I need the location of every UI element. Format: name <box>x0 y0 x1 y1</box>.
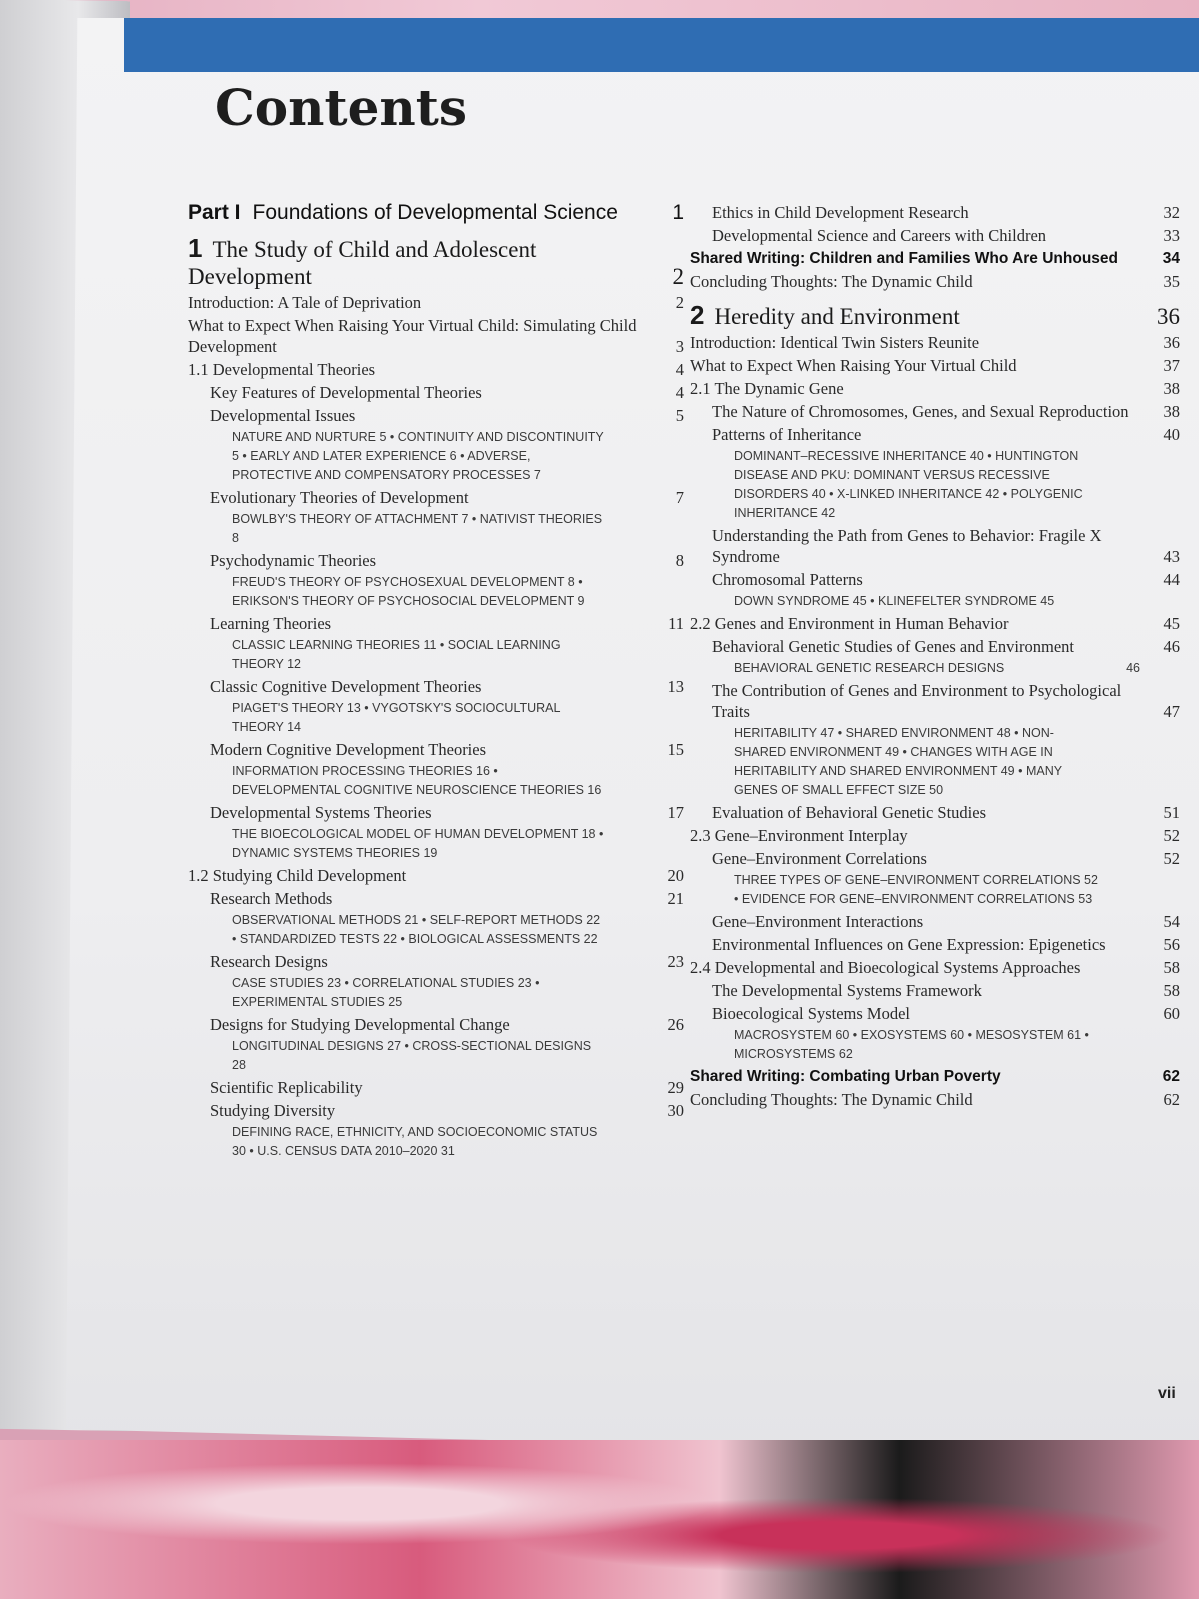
toc-entry-text: Foundations of Developmental Science <box>252 201 618 224</box>
toc-entry-title <box>712 225 1158 246</box>
toc-entry-text: Psychodynamic Theories <box>210 551 377 570</box>
toc-entry-title <box>232 825 622 863</box>
toc-entry-sub <box>188 510 684 548</box>
toc-entry-title <box>690 332 1158 353</box>
toc-entry-title <box>210 487 662 508</box>
toc-entry-title <box>712 401 1158 422</box>
header-band <box>124 18 1199 72</box>
toc-entry-title <box>690 378 1158 399</box>
toc-entry-title <box>690 271 1158 292</box>
toc-entry-l2 <box>188 1014 684 1035</box>
toc-entry-text: MACROSYSTEM 60 • EXOSYSTEMS 60 • MESOSYSTEM 61 • MICROSYSTEMS 62 <box>734 1028 1089 1061</box>
toc-entry-page: 44 <box>1163 570 1180 589</box>
toc-entry-page: 4 <box>675 383 684 402</box>
toc-entry-l2 <box>188 487 684 508</box>
toc-entry-chap <box>188 235 684 290</box>
toc-entry-l1 <box>188 359 684 380</box>
toc-entry-l2 <box>690 680 1180 722</box>
toc-entry-page: 58 <box>1163 981 1180 1000</box>
toc-entry-text: Introduction: Identical Twin Sisters Reunite <box>690 333 980 352</box>
toc-entry-title <box>210 613 662 634</box>
toc-entry-text: Studying Diversity <box>210 1101 336 1120</box>
toc-entry-page: 40 <box>1163 425 1180 444</box>
toc-entry-text: 2.3 Gene–Environment Interplay <box>690 826 908 845</box>
toc-entry-text: 1.2 Studying Child Development <box>188 866 407 885</box>
toc-entry-text: What to Expect When Raising Your Virtual Child <box>690 356 1017 375</box>
toc-entry-page: 11 <box>668 614 684 633</box>
toc-entry-text: FREUD'S THEORY OF PSYCHOSEXUAL DEVELOPMENT 8 • ERIKSON'S THEORY OF PSYCHOSOCIAL DEVELOPMENT 9 <box>232 575 585 608</box>
toc-entry-text: Evaluation of Behavioral Genetic Studies <box>712 803 987 822</box>
toc-entry-sub <box>690 659 1180 678</box>
toc-entry-title <box>232 510 622 548</box>
toc-entry-text: DOWN SYNDROME 45 • KLINEFELTER SYNDROME 45 <box>734 594 1055 608</box>
toc-entry-page: 17 <box>667 803 684 822</box>
toc-entry-text: Learning Theories <box>210 614 332 633</box>
toc-entry-text: CLASSIC LEARNING THEORIES 11 • SOCIAL LEARNING THEORY 12 <box>232 638 561 671</box>
toc-entry-title <box>210 676 662 697</box>
toc-entry-l1 <box>690 378 1180 399</box>
toc-entry-text: THREE TYPES OF GENE–ENVIRONMENT CORRELATIONS 52 • EVIDENCE FOR GENE–ENVIRONMENT CORRELATIONS 53 <box>734 873 1098 906</box>
toc-entry-bold <box>690 248 1180 269</box>
toc-entry-sub <box>188 636 684 674</box>
toc-entry-page: 2 <box>672 264 684 289</box>
toc-entry-title <box>712 848 1158 869</box>
toc-entry-title <box>734 447 1118 523</box>
toc-entry-title <box>210 1077 662 1098</box>
toc-entry-l2 <box>690 225 1180 246</box>
toc-entry-page: 52 <box>1163 849 1180 868</box>
toc-entry-page: 5 <box>675 406 684 425</box>
toc-entry-title <box>712 525 1158 567</box>
toc-entry-text: INFORMATION PROCESSING THEORIES 16 • DEVELOPMENTAL COGNITIVE NEUROSCIENCE THEORIES 16 <box>232 764 602 797</box>
toc-entry-title <box>232 428 622 485</box>
toc-entry-text: The Contribution of Genes and Environment to Psychological Traits <box>712 681 1122 721</box>
toc-entry-l2 <box>690 525 1180 567</box>
toc-entry-text: Chromosomal Patterns <box>712 570 863 589</box>
toc-entry-page: 62 <box>1162 1068 1180 1085</box>
toc-entry-l2 <box>690 980 1180 1001</box>
toc-entry-page: 2 <box>675 293 684 312</box>
toc-entry-text: Heredity and Environment <box>714 304 960 329</box>
toc-entry-sub <box>690 447 1180 523</box>
toc-entry-title <box>690 825 1158 846</box>
toc-entry-title <box>232 573 622 611</box>
toc-entry-l1 <box>690 957 1180 978</box>
toc-entry-text: The Developmental Systems Framework <box>712 981 982 1000</box>
toc-entry-page: 3 <box>675 337 684 356</box>
toc-entry-page: 32 <box>1163 203 1180 222</box>
toc-entry-sub <box>690 724 1180 800</box>
toc-entry-text: Evolutionary Theories of Development <box>210 488 469 507</box>
toc-entry-text: CASE STUDIES 23 • CORRELATIONAL STUDIES 23 • EXPERIMENTAL STUDIES 25 <box>232 976 540 1009</box>
toc-entry-text: Classic Cognitive Development Theories <box>210 677 482 696</box>
toc-entry-text: LONGITUDINAL DESIGNS 27 • CROSS-SECTIONAL DESIGNS 28 <box>232 1039 592 1072</box>
toc-entry-page: 30 <box>667 1101 684 1120</box>
toc-entry-sub <box>188 1123 684 1161</box>
toc-entry-l1 <box>690 1089 1180 1110</box>
toc-entry-title <box>232 699 622 737</box>
toc-entry-text: Introduction: A Tale of Deprivation <box>188 293 422 312</box>
toc-entry-l2 <box>690 401 1180 422</box>
toc-entry-l2 <box>188 951 684 972</box>
toc-entry-l2 <box>188 802 684 823</box>
toc-entry-title <box>690 248 1158 269</box>
toc-entry-page: 33 <box>1163 226 1180 245</box>
toc-entry-sub <box>188 762 684 800</box>
toc-entry-page: 35 <box>1163 272 1180 291</box>
toc-entry-l2 <box>690 802 1180 823</box>
toc-entry-page: 4 <box>675 360 684 379</box>
toc-entry-page: 37 <box>1163 356 1180 375</box>
toc-entry-text: Developmental Science and Careers with Children <box>712 226 1047 245</box>
toc-entry-title <box>712 636 1158 657</box>
toc-entry-text: Research Designs <box>210 952 328 971</box>
page-title: Contents <box>215 78 468 137</box>
toc-entry-title <box>188 865 662 886</box>
toc-entry-title <box>232 1037 622 1075</box>
toc-entry-text: 2.2 Genes and Environment in Human Behavior <box>690 614 1009 633</box>
toc-entry-text: Gene–Environment Interactions <box>712 912 924 931</box>
toc-entry-title <box>712 680 1158 722</box>
toc-entry-page: 23 <box>667 952 684 971</box>
toc-entry-text: Shared Writing: Combating Urban Poverty <box>690 1068 1001 1085</box>
toc-entry-title <box>188 292 662 313</box>
toc-entry-title <box>690 1066 1158 1087</box>
toc-entry-page: 7 <box>675 488 684 507</box>
toc-entry-text: Gene–Environment Correlations <box>712 849 927 868</box>
toc-entry-title <box>712 1003 1158 1024</box>
toc-entry-sub <box>188 825 684 863</box>
toc-entry-text: BOWLBY'S THEORY OF ATTACHMENT 7 • NATIVIST THEORIES 8 <box>232 512 603 545</box>
toc-entry-page: 1 <box>672 201 684 224</box>
toc-entry-text: 1.1 Developmental Theories <box>188 360 376 379</box>
toc-entry-title <box>690 355 1158 376</box>
toc-entry-l2 <box>690 1003 1180 1024</box>
toc-entry-sub <box>188 1037 684 1075</box>
toc-entry-text: NATURE AND NURTURE 5 • CONTINUITY AND DISCONTINUITY 5 • EARLY AND LATER EXPERIENCE 6 • ADVERSE, PROTECTIVE AND COMPENSATORY PROCESSES 7 <box>232 430 604 482</box>
toc-entry-text: OBSERVATIONAL METHODS 21 • SELF-REPORT METHODS 22 • STANDARDIZED TESTS 22 • BIOLOGICAL ASSESSMENTS 22 <box>232 913 601 946</box>
toc-entry-text: Concluding Thoughts: The Dynamic Child <box>690 1090 973 1109</box>
toc-entry-text: Understanding the Path from Genes to Behavior: Fragile X Syndrome <box>712 526 1102 566</box>
toc-entry-page: 38 <box>1163 402 1180 421</box>
toc-entry-page: 13 <box>667 677 684 696</box>
toc-entry-page: 60 <box>1163 1004 1180 1023</box>
toc-entry-title <box>690 957 1158 978</box>
toc-entry-title <box>712 911 1158 932</box>
toc-entry-page: 62 <box>1163 1090 1180 1109</box>
toc-entry-title <box>188 200 662 225</box>
toc-entry-l1 <box>690 613 1180 634</box>
chapter-number: 1 <box>188 233 203 263</box>
toc-entry-l2 <box>690 202 1180 223</box>
toc-entry-l2 <box>690 848 1180 869</box>
toc-entry-text: DEFINING RACE, ETHNICITY, AND SOCIOECONOMIC STATUS 30 • U.S. CENSUS DATA 2010–2020 31 <box>232 1125 598 1158</box>
toc-entry-text: 2.1 The Dynamic Gene <box>690 379 844 398</box>
toc-entry-title <box>690 302 1157 330</box>
toc-entry-sub <box>690 871 1180 909</box>
toc-entry-title <box>210 1100 662 1121</box>
toc-entry-title <box>210 1014 662 1035</box>
toc-entry-title <box>210 405 662 426</box>
toc-entry-title <box>210 382 662 403</box>
toc-entry-l2 <box>188 1100 684 1121</box>
toc-entry-title <box>712 569 1158 590</box>
toc-entry-page: 46 <box>1126 661 1140 675</box>
toc-entry-page: 56 <box>1163 935 1180 954</box>
toc-entry-text: Ethics in Child Development Research <box>712 203 969 222</box>
toc-entry-sub <box>690 592 1180 611</box>
toc-entry-title <box>712 202 1158 223</box>
toc-entry-title <box>690 613 1158 634</box>
toc-entry-title <box>210 802 662 823</box>
toc-entry-l2 <box>188 1077 684 1098</box>
toc-entry-l2 <box>690 569 1180 590</box>
toc-entry-title <box>712 934 1158 955</box>
toc-entry-text: The Nature of Chromosomes, Genes, and Sexual Reproduction <box>712 402 1129 421</box>
toc-entry-page: 45 <box>1163 614 1180 633</box>
toc-entry-page: 52 <box>1163 826 1180 845</box>
toc-entry-title <box>712 424 1158 445</box>
page-number: vii <box>1158 1385 1176 1402</box>
toc-entry-l1 <box>188 865 684 886</box>
toc-entry-l2 <box>690 911 1180 932</box>
part-number: Part I <box>188 201 241 224</box>
toc-entry-title <box>232 911 622 949</box>
toc-entry-l2 <box>188 676 684 697</box>
toc-entry-l2 <box>188 888 684 909</box>
toc-entry-page: 36 <box>1157 304 1180 329</box>
toc-entry-part <box>188 200 684 225</box>
toc-entry-text: Developmental Systems Theories <box>210 803 432 822</box>
toc-entry-text: Shared Writing: Children and Families Who Are Unhoused <box>690 250 1119 267</box>
toc-entry-text: Environmental Influences on Gene Expression: Epigenetics <box>712 935 1106 954</box>
toc-entry-title <box>734 1026 1118 1064</box>
chapter-number: 2 <box>690 300 705 330</box>
toc-entry-page: 46 <box>1163 637 1180 656</box>
toc-entry-title <box>734 724 1118 800</box>
toc-entry-l2 <box>690 636 1180 657</box>
toc-entry-text: Scientific Replicability <box>210 1078 363 1097</box>
toc-entry-title <box>734 659 1118 678</box>
toc-entry-l1 <box>690 332 1180 353</box>
toc-entry-page: 58 <box>1163 958 1180 977</box>
toc-entry-l2 <box>188 739 684 760</box>
toc-entry-text: What to Expect When Raising Your Virtual Child: Simulating Child Development <box>188 316 637 356</box>
toc-entry-l1 <box>690 271 1180 292</box>
toc-entry-title <box>734 871 1118 909</box>
toc-entry-text: PIAGET'S THEORY 13 • VYGOTSKY'S SOCIOCULTURAL THEORY 14 <box>232 701 560 734</box>
toc-entry-page: 43 <box>1163 547 1180 566</box>
toc-entry-chap <box>690 302 1180 330</box>
toc-entry-l1 <box>188 315 684 357</box>
toc-entry-l2 <box>188 405 684 426</box>
toc-entry-l2 <box>188 550 684 571</box>
toc-entry-l1 <box>690 355 1180 376</box>
toc-entry-l2 <box>188 613 684 634</box>
toc-entry-text: Modern Cognitive Development Theories <box>210 740 487 759</box>
toc-entry-l2 <box>188 382 684 403</box>
toc-entry-sub <box>188 573 684 611</box>
toc-entry-title <box>712 802 1158 823</box>
toc-entry-title <box>210 888 662 909</box>
toc-entry-bold <box>690 1066 1180 1087</box>
toc-entry-page: 34 <box>1162 250 1180 267</box>
toc-entry-title <box>690 1089 1158 1110</box>
toc-entry-title <box>188 235 662 290</box>
toc-entry-page: 15 <box>667 740 684 759</box>
toc-entry-text: Concluding Thoughts: The Dynamic Child <box>690 272 973 291</box>
toc-entry-title <box>712 980 1158 1001</box>
toc-entry-l2 <box>690 934 1180 955</box>
toc-entry-l2 <box>690 424 1180 445</box>
toc-entry-page: 8 <box>675 551 684 570</box>
toc-entry-sub <box>188 911 684 949</box>
toc-entry-page: 47 <box>1163 702 1180 721</box>
toc-entry-title <box>232 974 622 1012</box>
background-bottom <box>0 1440 1199 1599</box>
toc-entry-l1 <box>188 292 684 313</box>
toc-entry-title <box>210 951 662 972</box>
toc-entry-text: 2.4 Developmental and Bioecological Systems Approaches <box>690 958 1081 977</box>
toc-entry-title <box>210 550 662 571</box>
toc-entry-title <box>232 762 622 800</box>
toc-entry-page: 26 <box>667 1015 684 1034</box>
toc-entry-text: Bioecological Systems Model <box>712 1004 910 1023</box>
toc-entry-page: 29 <box>667 1078 684 1097</box>
toc-entry-title <box>232 636 622 674</box>
toc-right-column <box>690 200 1180 1110</box>
toc-entry-page: 54 <box>1163 912 1180 931</box>
toc-entry-title <box>232 1123 622 1161</box>
toc-entry-text: Key Features of Developmental Theories <box>210 383 482 402</box>
toc-entry-page: 21 <box>667 889 684 908</box>
toc-entry-text: Designs for Studying Developmental Change <box>210 1015 510 1034</box>
toc-entry-sub <box>188 699 684 737</box>
toc-entry-text: Research Methods <box>210 889 333 908</box>
toc-entry-sub <box>188 428 684 485</box>
toc-entry-page: 36 <box>1163 333 1180 352</box>
toc-entry-text: HERITABILITY 47 • SHARED ENVIRONMENT 48 • NON-SHARED ENVIRONMENT 49 • CHANGES WITH AGE IN HERITABILITY AND SHARED ENVIRONMENT 49 • MANY GENES OF SMALL EFFECT SIZE 50 <box>734 726 1062 797</box>
toc-entry-l1 <box>690 825 1180 846</box>
toc-entry-sub <box>188 974 684 1012</box>
toc-entry-text: BEHAVIORAL GENETIC RESEARCH DESIGNS <box>734 661 1005 675</box>
toc-entry-text: Behavioral Genetic Studies of Genes and Environment <box>712 637 1074 656</box>
toc-entry-title <box>734 592 1118 611</box>
toc-entry-text: Patterns of Inheritance <box>712 425 862 444</box>
toc-entry-title <box>210 739 662 760</box>
toc-entry-text: The Study of Child and Adolescent Development <box>188 237 537 289</box>
toc-entry-text: DOMINANT–RECESSIVE INHERITANCE 40 • HUNTINGTON DISEASE AND PKU: DOMINANT VERSUS RECESSIVE DISORDERS 40 • X-LINKED INHERITANCE 42 • POLYGENIC INHERITANCE 42 <box>734 449 1083 520</box>
toc-entry-title <box>188 359 662 380</box>
toc-entry-text: THE BIOECOLOGICAL MODEL OF HUMAN DEVELOPMENT 18 • DYNAMIC SYSTEMS THEORIES 19 <box>232 827 604 860</box>
toc-left-column <box>188 200 684 1161</box>
toc-entry-page: 38 <box>1163 379 1180 398</box>
toc-entry-page: 51 <box>1163 803 1180 822</box>
toc-entry-sub <box>690 1026 1180 1064</box>
toc-entry-page: 20 <box>667 866 684 885</box>
toc-entry-text: Developmental Issues <box>210 406 356 425</box>
toc-entry-title <box>188 315 662 357</box>
